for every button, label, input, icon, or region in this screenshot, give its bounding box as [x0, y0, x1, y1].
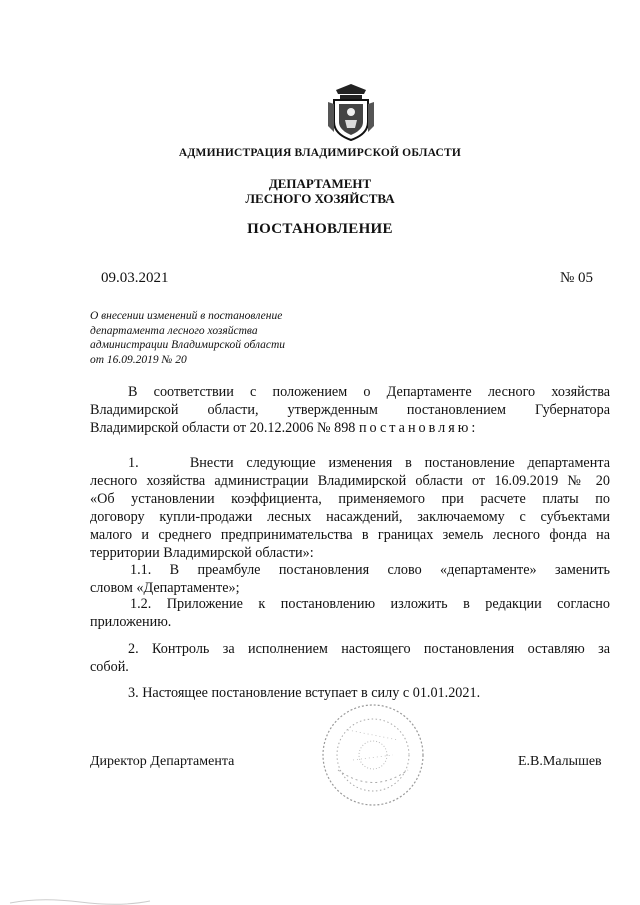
scan-artifact: [0, 893, 160, 905]
item1-line: «Об установлении коэффициента, применяемого при расчете платы по: [90, 491, 610, 507]
item1-line: договору купли-продажи лесных насаждений, заключаемому с субъектами: [90, 509, 610, 525]
signatory-name: Е.В.Малышев: [518, 754, 602, 769]
document-number: № 05: [560, 270, 594, 286]
item1-1-line: 1.1. В преамбуле постановления слово «департаменте» заменить: [130, 562, 610, 578]
item2-line: 2. Контроль за исполнением настоящего постановления оставляю за: [128, 641, 610, 657]
subject-line: от 16.09.2019 № 20: [90, 353, 187, 366]
item2-line: собой.: [90, 659, 129, 675]
item1-1-line: словом «Департаменте»;: [90, 580, 240, 596]
item1-2-line: приложению.: [90, 614, 172, 630]
official-stamp: [318, 700, 428, 810]
item1-2-line: 1.2. Приложение к постановлению изложить в редакции согласно: [130, 596, 610, 612]
subject-line: администрации Владимирской области: [90, 339, 286, 351]
department-title-line2: ЛЕСНОГО ХОЗЯЙСТВА: [245, 191, 395, 206]
item1-line: малого и среднего предпринимательства в границах земель лесного фонда на: [90, 527, 610, 543]
department-title-line1: ДЕПАРТАМЕНТ: [268, 176, 372, 191]
item3-line: 3. Настоящее постановление вступает в силу с 01.01.2021.: [128, 685, 481, 701]
signatory-position: Директор Департамента: [90, 754, 235, 769]
coat-of-arms-emblem: [326, 82, 376, 142]
document-type-title: ПОСТАНОВЛЕНИЕ: [247, 221, 393, 237]
preamble-line: В соответствии с положением о Департаменте лесного хозяйства: [128, 384, 610, 400]
document-date: 09.03.2021: [101, 270, 169, 286]
preamble-line: [90, 419, 478, 437]
decree-word: постановляю:: [358, 420, 479, 436]
subject-line: департамента лесного хозяйства: [90, 324, 258, 337]
preamble-line: Владимирской области, утвержденным постановлением Губернатора: [90, 402, 610, 418]
item1-line: 1. Внести следующие изменения в постановление департамента: [128, 455, 610, 471]
preamble-text: Владимирской области от 20.12.2006 № 898: [90, 420, 356, 436]
item1-line: территории Владимирской области»:: [90, 545, 314, 561]
administration-title: АДМИНИСТРАЦИЯ ВЛАДИМИРСКОЙ ОБЛАСТИ: [178, 147, 462, 159]
subject-line: О внесении изменений в постановление: [90, 310, 283, 322]
document-subject: [90, 309, 330, 367]
item1-line: лесного хозяйства администрации Владимирской области от 16.09.2019 № 20: [90, 473, 610, 489]
